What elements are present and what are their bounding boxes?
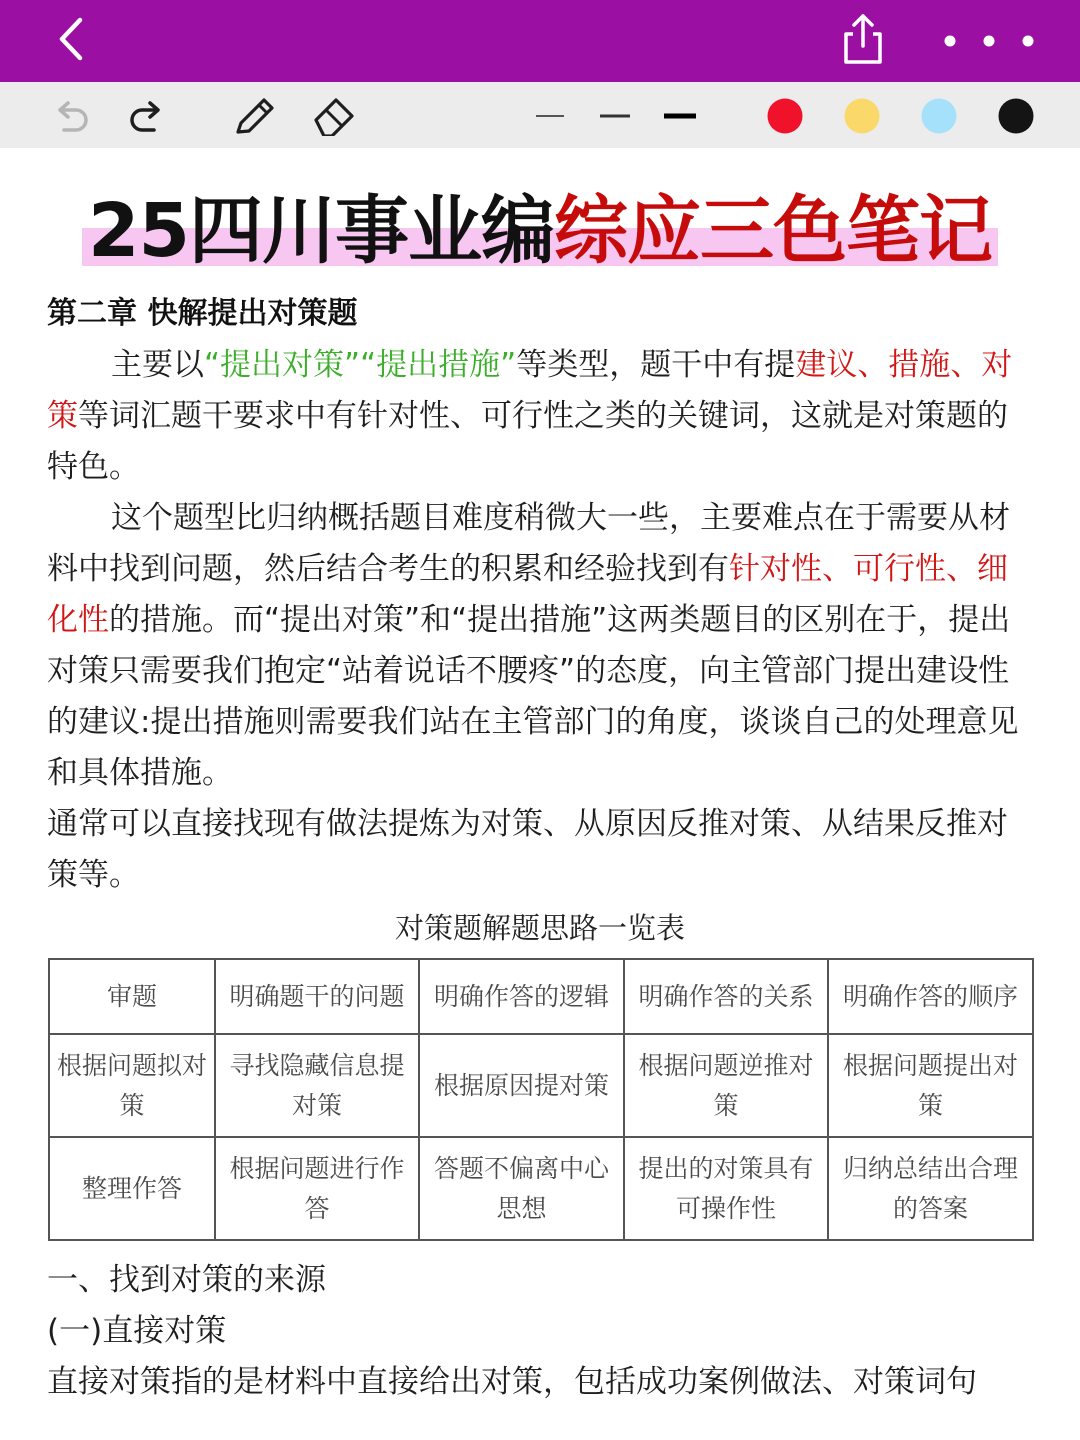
table-row: [49, 1137, 1033, 1240]
paragraph-2: 这个题型比归纳概括题目难度稍微大一些，主要难点在于需要从材料中找到问题，然后结合考生的积累和经验找到有针对性、可行性、细化性的措施。而“提出对策”和“提出措施”这两类题目的区别在于，提出对策只需要我们抱定“站着说话不腰疼”的态度，向主管部门提出建设性的建议:提出措施则需要我们站在主管部门的角度，谈谈自己的处理意见和具体措施。: [47, 500, 1019, 791]
table-cell: 归纳总结出合理的答案: [828, 1137, 1033, 1240]
paragraph-3: 通常可以直接找现有做法提炼为对策、从原因反推对策、从结果反推对策等。: [47, 806, 1008, 893]
stroke-thin-option[interactable]: [534, 96, 566, 136]
title-part-red: 综应三色笔记: [553, 188, 992, 274]
chapter-heading: 第二章 快解提出对策题: [47, 296, 358, 331]
table-row: [49, 959, 1033, 1034]
color-lightblue-swatch[interactable]: [919, 96, 959, 136]
table-cell: 根据问题进行作答: [215, 1137, 419, 1240]
red-highlight: 针对性、可行性、细化性: [47, 551, 1008, 638]
drawing-toolbar: [0, 82, 1080, 148]
table-cell: 整理作答: [49, 1137, 215, 1240]
table-cell: 答题不偏离中心思想: [419, 1137, 624, 1240]
stroke-thick-option[interactable]: [662, 96, 698, 136]
chevron-left-icon[interactable]: [48, 14, 98, 64]
subsection-heading: (一)直接对策: [47, 1313, 227, 1349]
share-icon[interactable]: [838, 12, 888, 66]
green-highlight: “提出对策”“提出措施”: [204, 347, 517, 383]
eraser-icon[interactable]: [310, 96, 358, 136]
table-cell: 明确作答的关系: [624, 959, 828, 1034]
table-cell: 明确作答的逻辑: [419, 959, 624, 1034]
color-black-swatch[interactable]: [996, 96, 1036, 136]
top-nav-bar: [0, 0, 1080, 82]
color-red-swatch[interactable]: [765, 96, 805, 136]
pen-icon[interactable]: [232, 96, 278, 136]
table-row: [49, 1034, 1033, 1137]
table-cell: 根据原因提对策: [419, 1034, 624, 1137]
table-cell: 提出的对策具有可操作性: [624, 1137, 828, 1240]
paragraph-1: 主要以“提出对策”“提出措施”等类型，题干中有提建议、措施、对策等词汇题干要求中有针对性、可行性之类的关键词，这就是对策题的特色。: [47, 347, 1013, 485]
red-highlight: 建议、措施、对策: [47, 347, 1013, 434]
table-cell: 根据问题拟对策: [49, 1034, 215, 1137]
table-cell: 审题: [49, 959, 215, 1034]
section-heading: 一、找到对策的来源: [47, 1262, 326, 1298]
note-title: [82, 186, 998, 276]
strategy-table: [48, 958, 1034, 1241]
table-cell: 明确作答的顺序: [828, 959, 1033, 1034]
table-cell: 根据问题提出对策: [828, 1034, 1033, 1137]
table-caption: 对策题解题思路一览表: [394, 911, 685, 945]
stroke-medium-option[interactable]: [598, 96, 632, 136]
title-part-black: 25四川事业编: [88, 188, 554, 274]
paragraph-4: 直接对策指的是材料中直接给出对策，包括成功案例做法、对策词句: [47, 1364, 977, 1400]
note-content: [0, 148, 1080, 1440]
table-cell: 寻找隐藏信息提对策: [215, 1034, 419, 1137]
color-yellow-swatch[interactable]: [842, 96, 882, 136]
table-cell: 根据问题逆推对策: [624, 1034, 828, 1137]
table-cell: 明确题干的问题: [215, 959, 419, 1034]
redo-icon[interactable]: [126, 96, 168, 136]
more-dots-icon[interactable]: [936, 26, 1040, 56]
undo-icon[interactable]: [50, 96, 92, 136]
